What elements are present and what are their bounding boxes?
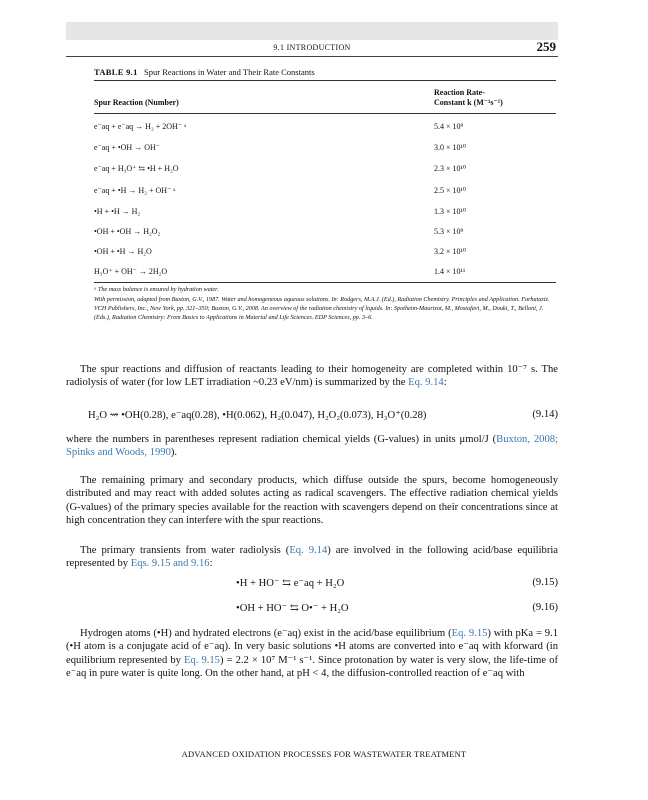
reaction-cell: e⁻aq + e⁻aq → H₂ + 2OH⁻ ᵃ xyxy=(94,122,187,131)
header-shade-bar xyxy=(66,22,558,40)
equation-9-15-number: (9.15) xyxy=(532,577,558,588)
paragraph-5-tail: ) = 2.2 × 10⁷ M⁻¹ s⁻¹. Since protonation by water is very slow, the life-time of e⁻aq in pure water is quite long. On the other hand, at pH < 4, the diffusion-controlled reaction of e⁻aq with xyxy=(66,654,558,680)
table-top-rule xyxy=(94,80,556,81)
equation-9-15 xyxy=(66,577,558,591)
rate-cell: 2.3 × 10¹⁰ xyxy=(434,164,467,173)
equation-link[interactable]: Eq. 9.15 xyxy=(183,654,220,666)
section-title: 9.1 INTRODUCTION xyxy=(273,43,351,52)
equation-link[interactable]: Eqs. 9.15 and 9.16 xyxy=(130,558,210,570)
equation-link[interactable]: Eq. 9.14 xyxy=(408,377,444,389)
paragraph-5 xyxy=(66,627,558,681)
paragraph-2-tail: ). xyxy=(170,447,178,459)
paragraph-4-text: The primary transients from water radiolysis ( xyxy=(80,545,290,556)
paragraph-4-tail: : xyxy=(209,558,213,570)
table-bottom-rule xyxy=(94,282,556,283)
page-number: 259 xyxy=(536,39,556,54)
reaction-cell: e⁻aq + H₃O⁺ ⇆ •H + H₂O xyxy=(94,164,179,173)
paragraph-2-text: where the numbers in parentheses represent radiation chemical yields (G-values) in units μmol/J ( xyxy=(66,434,497,445)
table-row xyxy=(94,227,556,243)
rate-cell: 5.4 × 10⁹ xyxy=(434,122,464,131)
reaction-cell: •OH + •OH → H₂O₂ xyxy=(94,227,161,236)
equation-9-15-body: •H + HO⁻ ⇆ e⁻aq + H₂O xyxy=(236,578,345,589)
paragraph-2 xyxy=(66,433,558,460)
reaction-cell: H₃O⁺ + OH⁻ → 2H₂O xyxy=(94,267,168,276)
table-row xyxy=(94,164,556,180)
reaction-cell: •H + •H → H₂ xyxy=(94,207,141,216)
running-header xyxy=(66,39,558,57)
paragraph-4 xyxy=(66,544,558,571)
column-header-reaction: Spur Reaction (Number) xyxy=(94,98,179,107)
paragraph-4-middle: ) are involved in the following acid/base equilibria represented by xyxy=(66,545,558,570)
equation-9-16-body: •OH + HO⁻ ⇆ O•⁻ + H₂O xyxy=(236,603,349,614)
table-row xyxy=(94,267,556,283)
citation-link[interactable]: Buxton, 2008; Spinks and Woods, 1990 xyxy=(66,434,559,459)
rate-cell: 1.4 × 10¹¹ xyxy=(434,267,466,276)
paragraph-1-tail: : xyxy=(443,377,447,389)
column-header-rate-line1: Reaction Rate- xyxy=(434,88,485,97)
rate-cell: 3.2 × 10¹⁰ xyxy=(434,247,467,256)
paragraph-3-text: The remaining primary and secondary products, which diffuse outside the spurs, become homogeneously distributed and may react with added solutes acting as radical scavengers. The effective radiation chemical yields (G-values) of the primary species available for the reaction with scavengers depend on their concentrations since at high concentration they can interfere with the spur reactions. xyxy=(66,475,558,527)
table-header-rule xyxy=(94,113,556,114)
equation-9-14-body: H₂O ⇝ •OH(0.28), e⁻aq(0.28), •H(0.062), H₂(0.047), H₂O₂(0.073), H₃O⁺(0.28) xyxy=(88,410,427,421)
reaction-cell: e⁻aq + •H → H₂ + OH⁻ ᵃ xyxy=(94,186,176,195)
table-footnote-a: ᵃ The mass balance is ensured by hydration water. xyxy=(94,286,219,293)
equation-link[interactable]: Eq. 9.14 xyxy=(289,545,328,556)
table-footnote-permission: With permission, adapted from Buxton, G.V., 1987. Water and homogeneous aqueous solutions. In: Rodgers, M.A.J. (Ed.), Radiation Chemistry. Principles and Application. Farhataziz. VCH Publishers, Inc., New York, pp. 321–350; Buxton, G.V., 2008. An overview of the radiation chemistry of liquids. In: Spotheim-Maurizot, M., Mostafavi, M., Douki, T., Belloni, J. (Eds.), Radiation Chemistry: From Basics to Applications in Material and Life Sciences. EDP Sciences, pp. 3–6. xyxy=(94,296,550,321)
running-footer: ADVANCED OXIDATION PROCESSES FOR WASTEWATER TREATMENT xyxy=(181,749,467,759)
table-row xyxy=(94,247,556,263)
paragraph-3 xyxy=(66,474,558,528)
paragraph-1-text: The spur reactions and diffusion of reactants leading to their homogeneity are completed within 10⁻⁷ s. The radiolysis of water (for low LET irradiation ~0.23 eV/nm) is summarized by the xyxy=(66,364,558,389)
paragraph-5-middle: ) with pKa = 9.1 (•H atom is a conjugate acid of e⁻aq). In very basic solutions •H atoms are converted into e⁻aq with kforward (in equilibrium represented by xyxy=(66,628,558,666)
rate-cell: 2.5 × 10¹⁰ xyxy=(434,186,467,195)
table-row xyxy=(94,143,556,159)
paragraph-5-text: Hydrogen atoms (•H) and hydrated electrons (e⁻aq) exist in the acid/base equilibrium ( xyxy=(80,628,452,639)
table-caption-text: Spur Reactions in Water and Their Rate Constants xyxy=(144,67,315,77)
equation-9-14-number: (9.14) xyxy=(532,409,558,420)
paragraph-1 xyxy=(66,363,558,390)
table-row xyxy=(94,122,556,138)
rate-cell: 3.0 × 10¹⁰ xyxy=(434,143,467,152)
rate-cell: 5.3 × 10⁹ xyxy=(434,227,464,236)
reaction-cell: •OH + •H → H₂O xyxy=(94,247,152,256)
equation-9-14 xyxy=(66,409,558,423)
column-header-rate-line2: Constant k (M⁻¹s⁻¹) xyxy=(434,98,503,107)
equation-9-16 xyxy=(66,602,558,616)
rate-cell: 1.3 × 10¹⁰ xyxy=(434,207,467,216)
reaction-cell: e⁻aq + •OH → OH⁻ xyxy=(94,143,160,152)
table-row xyxy=(94,207,556,223)
equation-link[interactable]: Eq. 9.15 xyxy=(451,628,488,639)
table-caption-label: TABLE 9.1 xyxy=(94,67,138,77)
table-row xyxy=(94,186,556,202)
equation-9-16-number: (9.16) xyxy=(532,602,558,613)
table-caption xyxy=(94,67,315,77)
